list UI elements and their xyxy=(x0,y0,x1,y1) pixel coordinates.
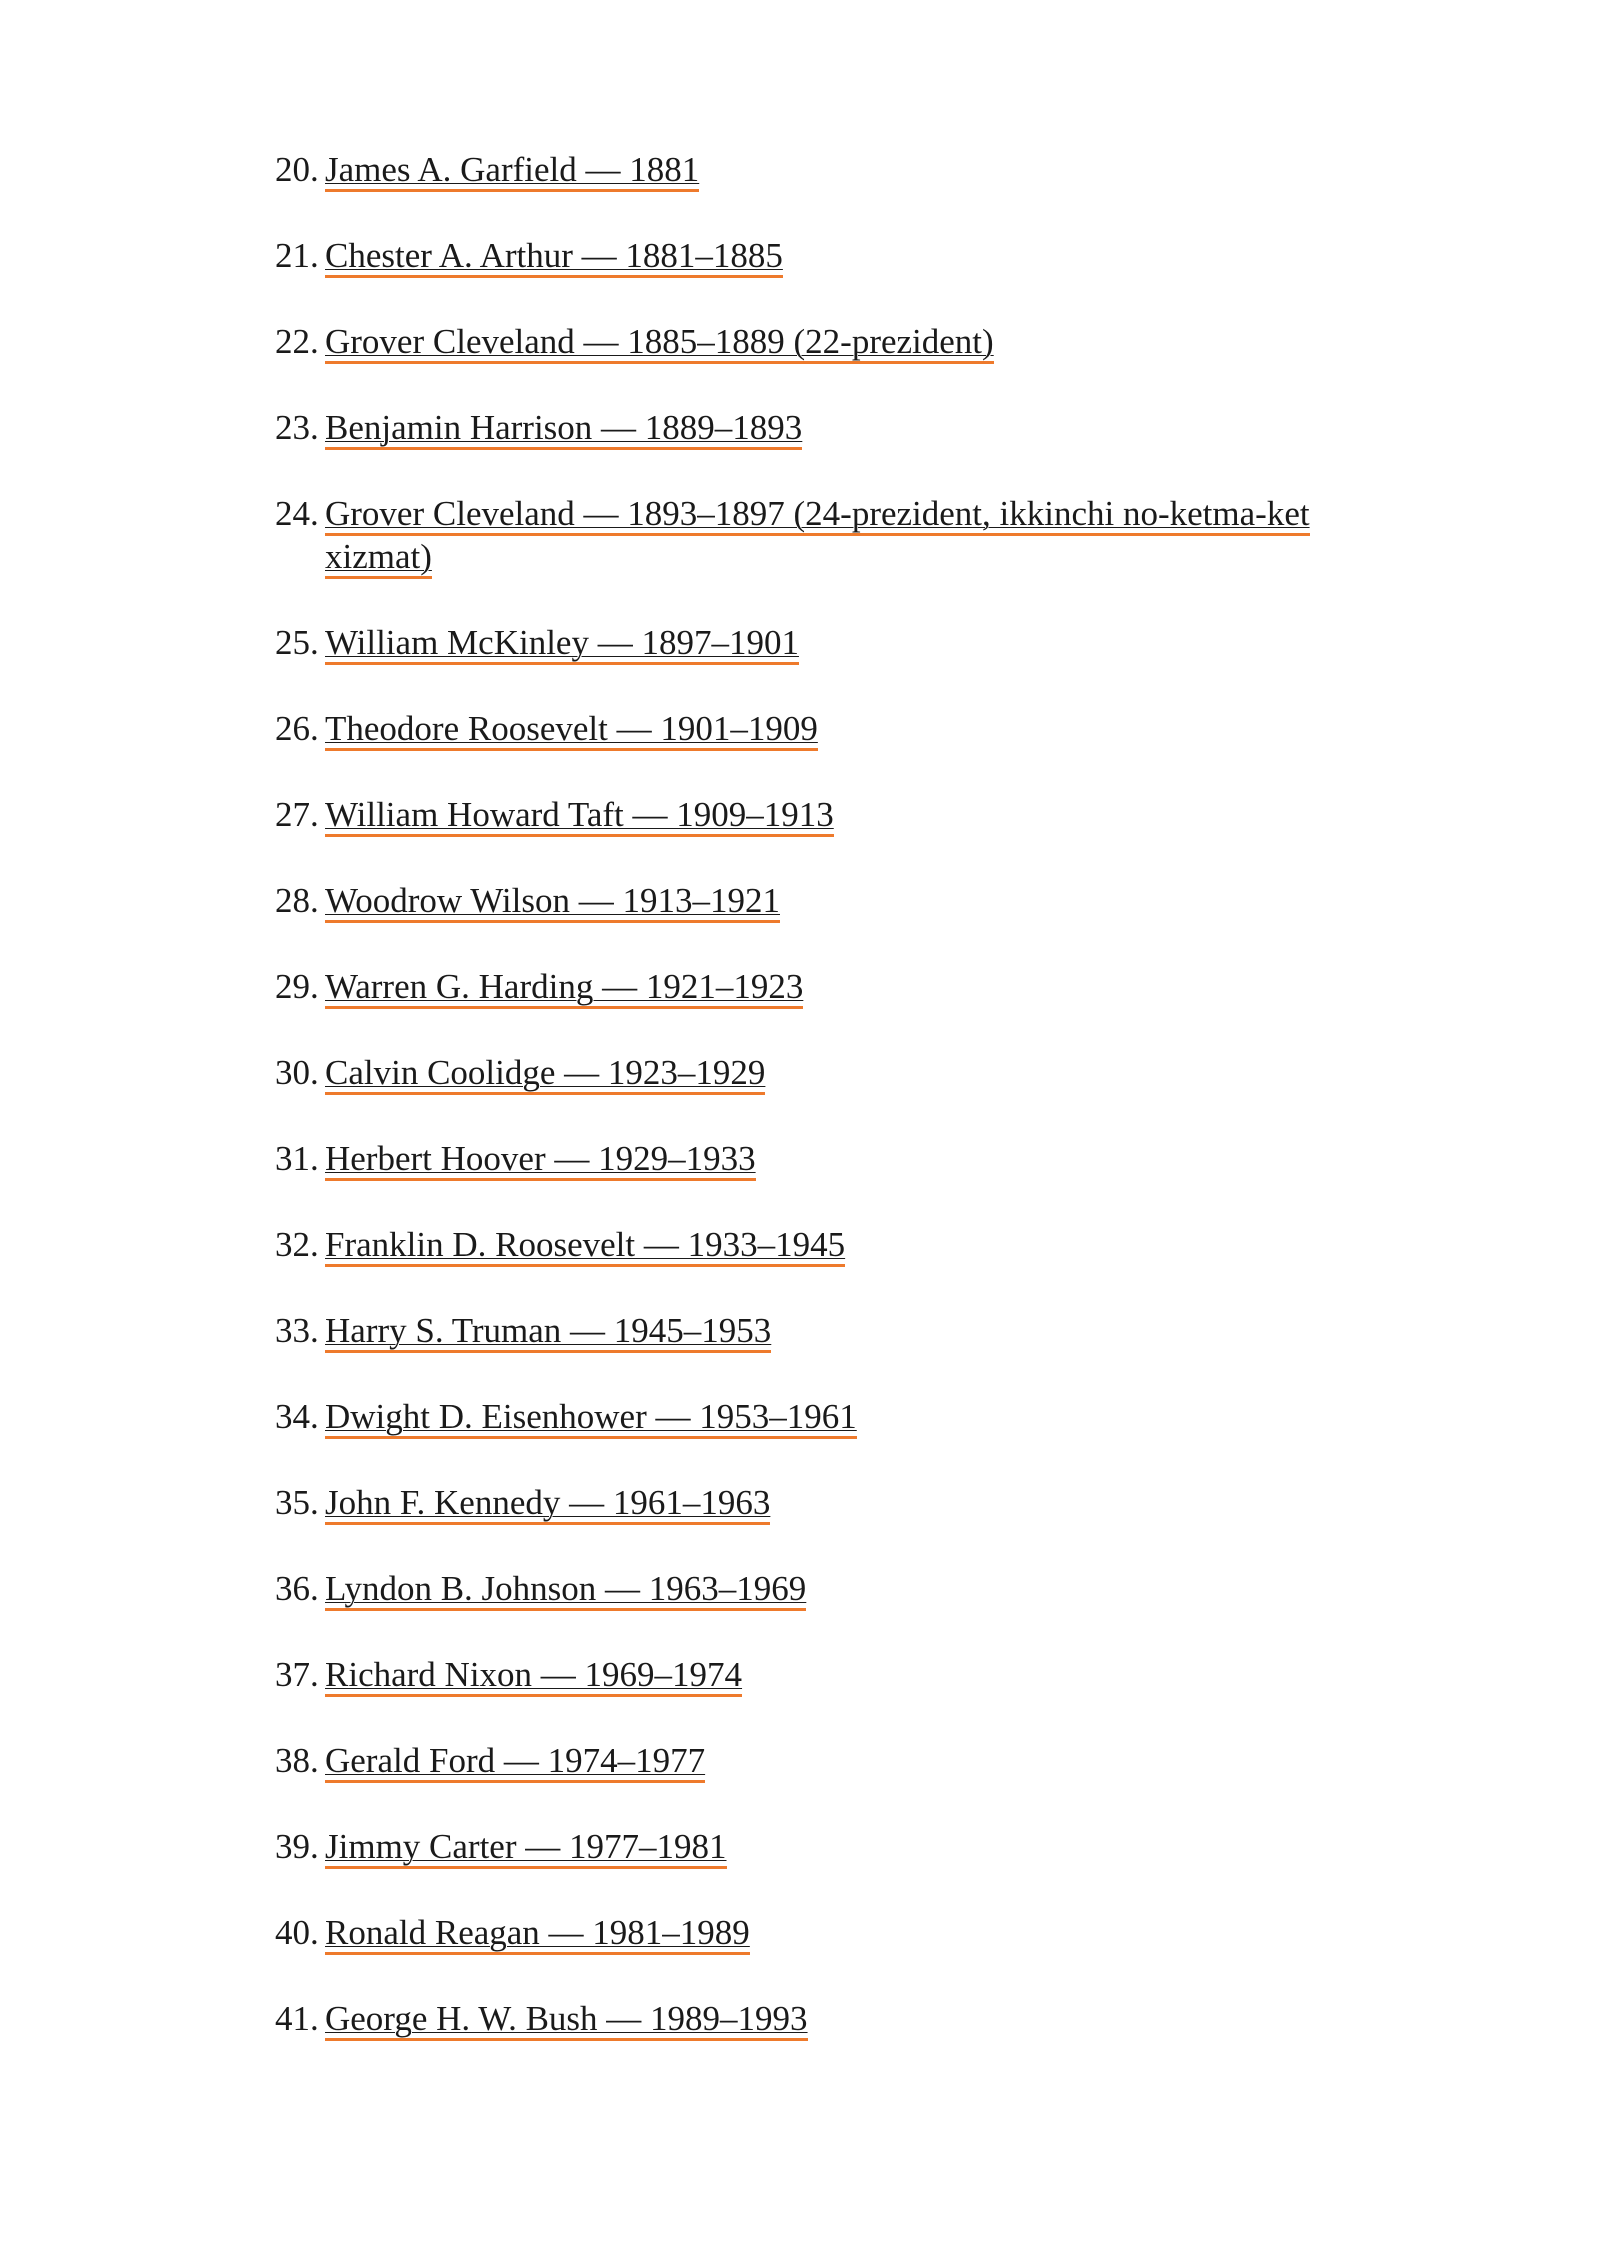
president-link[interactable]: Franklin D. Roosevelt — 1933–1945 xyxy=(325,1225,845,1267)
item-number: 28. xyxy=(275,881,319,920)
item-number: 23. xyxy=(275,408,319,447)
list-item xyxy=(275,1223,1405,1266)
president-link[interactable]: Grover Cleveland — 1893–1897 (24-prezident, ikkinchi no-ketma-ket xizmat) xyxy=(325,494,1310,579)
list-item xyxy=(275,320,1405,363)
president-link[interactable]: Richard Nixon — 1969–1974 xyxy=(325,1655,742,1697)
item-number: 37. xyxy=(275,1655,319,1694)
item-number: 33. xyxy=(275,1311,319,1350)
president-link[interactable]: Grover Cleveland — 1885–1889 (22-prezident) xyxy=(325,322,994,364)
president-link[interactable]: Herbert Hoover — 1929–1933 xyxy=(325,1139,756,1181)
item-number: 35. xyxy=(275,1483,319,1522)
list-item xyxy=(275,707,1405,750)
item-number: 25. xyxy=(275,623,319,662)
item-number: 31. xyxy=(275,1139,319,1178)
item-number: 39. xyxy=(275,1827,319,1866)
president-link[interactable]: Dwight D. Eisenhower — 1953–1961 xyxy=(325,1397,857,1439)
president-link[interactable]: Chester A. Arthur — 1881–1885 xyxy=(325,236,783,278)
president-link[interactable]: Benjamin Harrison — 1889–1893 xyxy=(325,408,802,450)
item-number: 30. xyxy=(275,1053,319,1092)
list-item xyxy=(275,234,1405,277)
president-link[interactable]: Gerald Ford — 1974–1977 xyxy=(325,1741,705,1783)
president-list xyxy=(275,148,1405,2083)
president-link[interactable]: Ronald Reagan — 1981–1989 xyxy=(325,1913,750,1955)
item-number: 41. xyxy=(275,1999,319,2038)
list-item xyxy=(275,965,1405,1008)
list-item xyxy=(275,406,1405,449)
president-link[interactable]: Calvin Coolidge — 1923–1929 xyxy=(325,1053,765,1095)
president-link[interactable]: Jimmy Carter — 1977–1981 xyxy=(325,1827,727,1869)
list-item xyxy=(275,1911,1405,1954)
president-link[interactable]: Woodrow Wilson — 1913–1921 xyxy=(325,881,780,923)
item-number: 32. xyxy=(275,1225,319,1264)
item-number: 26. xyxy=(275,709,319,748)
list-item xyxy=(275,879,1405,922)
list-item xyxy=(275,621,1405,664)
item-number: 21. xyxy=(275,236,319,275)
list-item xyxy=(275,1051,1405,1094)
list-item xyxy=(275,1653,1405,1696)
president-link[interactable]: Harry S. Truman — 1945–1953 xyxy=(325,1311,771,1353)
item-number: 29. xyxy=(275,967,319,1006)
list-item xyxy=(275,492,1405,578)
item-number: 38. xyxy=(275,1741,319,1780)
list-item xyxy=(275,1739,1405,1782)
president-link[interactable]: William Howard Taft — 1909–1913 xyxy=(325,795,834,837)
president-link[interactable]: William McKinley — 1897–1901 xyxy=(325,623,799,665)
president-link[interactable]: Warren G. Harding — 1921–1923 xyxy=(325,967,803,1009)
list-item xyxy=(275,148,1405,191)
item-number: 20. xyxy=(275,150,319,189)
list-item xyxy=(275,1997,1405,2040)
president-link[interactable]: Lyndon B. Johnson — 1963–1969 xyxy=(325,1569,806,1611)
president-link[interactable]: George H. W. Bush — 1989–1993 xyxy=(325,1999,808,2041)
item-number: 24. xyxy=(275,494,319,533)
item-number: 36. xyxy=(275,1569,319,1608)
item-number: 40. xyxy=(275,1913,319,1952)
list-item xyxy=(275,1309,1405,1352)
president-link[interactable]: John F. Kennedy — 1961–1963 xyxy=(325,1483,770,1525)
list-item xyxy=(275,1567,1405,1610)
list-item xyxy=(275,793,1405,836)
list-item xyxy=(275,1137,1405,1180)
president-link[interactable]: Theodore Roosevelt — 1901–1909 xyxy=(325,709,818,751)
list-item xyxy=(275,1481,1405,1524)
list-item xyxy=(275,1395,1405,1438)
item-number: 22. xyxy=(275,322,319,361)
item-number: 34. xyxy=(275,1397,319,1436)
president-link[interactable]: James A. Garfield — 1881 xyxy=(325,150,699,192)
list-item xyxy=(275,1825,1405,1868)
item-number: 27. xyxy=(275,795,319,834)
